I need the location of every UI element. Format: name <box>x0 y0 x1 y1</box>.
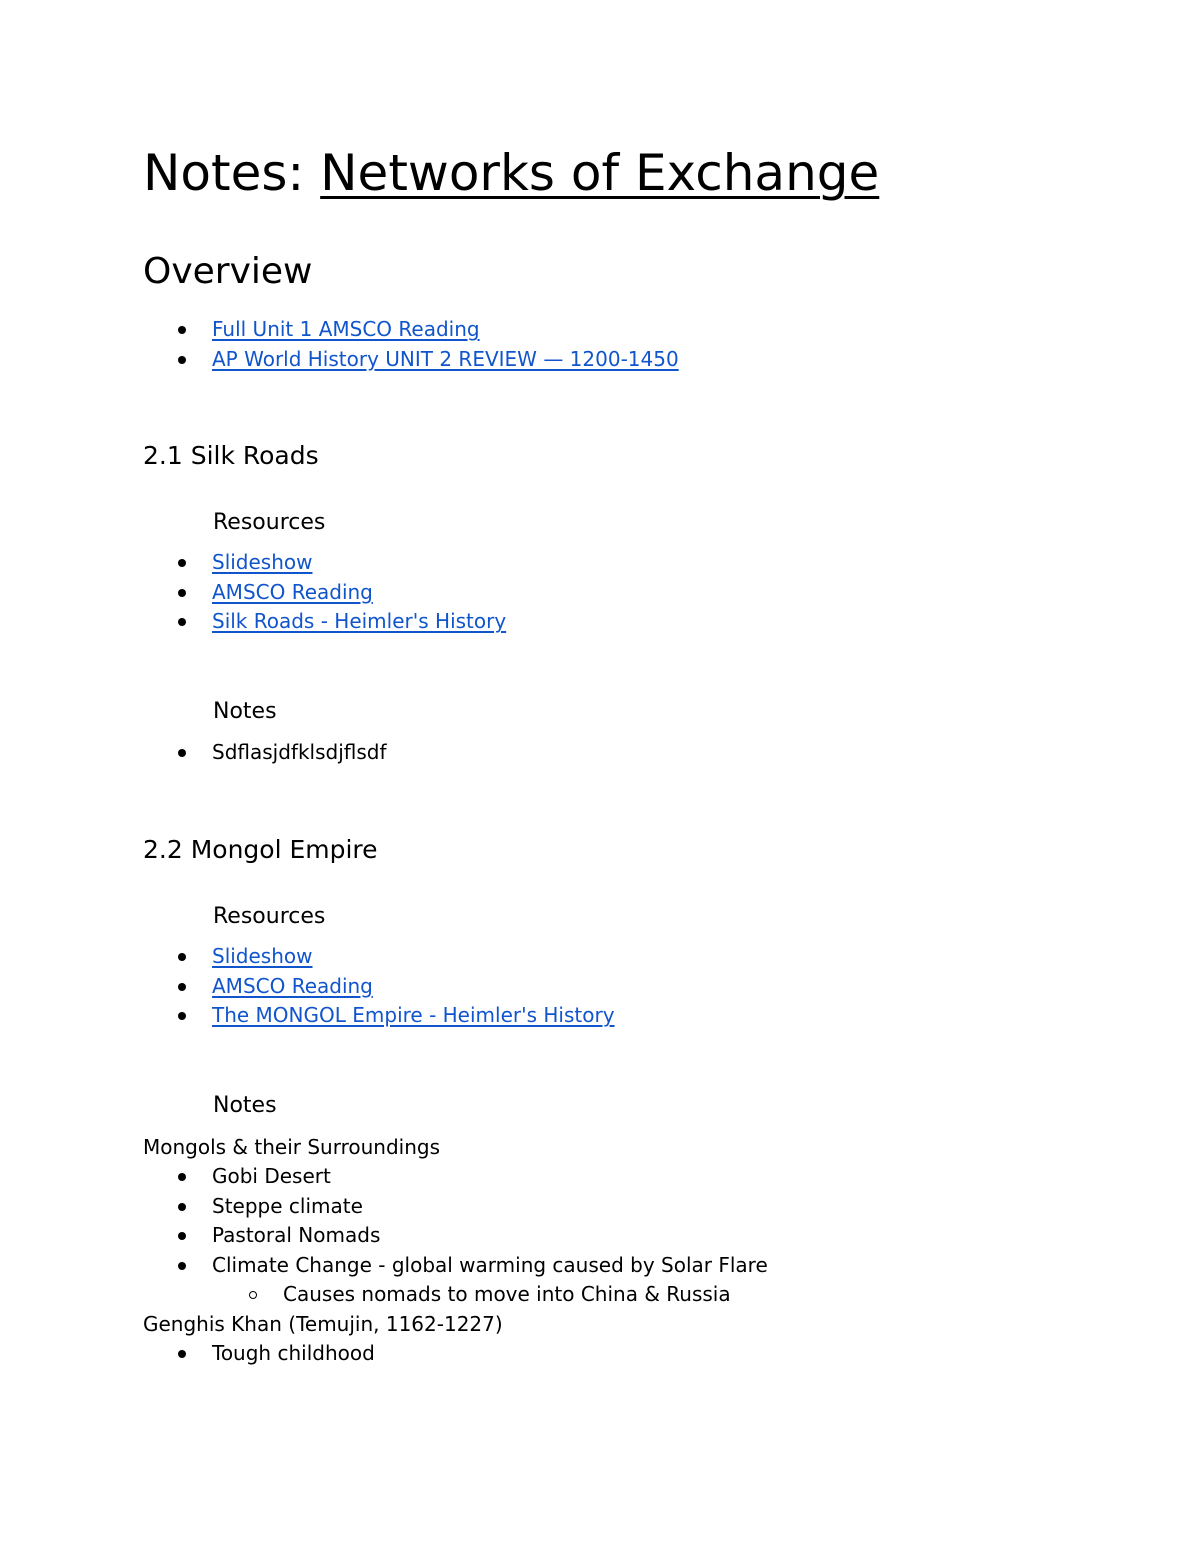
list-item <box>143 738 387 768</box>
section-2-2-resources-heading: Resources <box>213 904 326 929</box>
list-item <box>143 972 615 1002</box>
list-item <box>143 345 679 375</box>
section-2-1-resources-heading: Resources <box>213 510 326 535</box>
bullet-icon <box>178 1203 186 1211</box>
overview-heading: Overview <box>143 251 313 292</box>
bullet-icon <box>178 1173 186 1181</box>
note-text: Tough childhood <box>212 1341 375 1365</box>
section-2-2-resources-list <box>143 942 615 1031</box>
section-2-1-resources-list <box>143 548 506 637</box>
section-2-1-notes-heading: Notes <box>213 699 277 724</box>
note-text: Gobi Desert <box>212 1164 331 1188</box>
link-ap-world-history-unit-2-review[interactable]: AP World History UNIT 2 REVIEW — 1200-1450 <box>212 346 679 371</box>
note-text: Climate Change - global warming caused by Solar Flare <box>212 1252 768 1277</box>
section-2-2-notes-heading: Notes <box>213 1093 277 1118</box>
list-item <box>143 607 506 637</box>
list-item <box>143 315 679 345</box>
note-text: Causes nomads to move into China & Russia <box>283 1282 731 1307</box>
list-item <box>143 1339 375 1369</box>
note-text: Sdflasjdfklsdjflsdf <box>212 740 387 764</box>
bullet-icon <box>178 618 186 626</box>
bullet-icon <box>178 356 186 364</box>
note-text: Pastoral Nomads <box>212 1223 381 1248</box>
list-item <box>143 578 506 608</box>
list-item <box>143 1162 768 1192</box>
title-main: Networks of Exchange <box>320 144 880 202</box>
list-item <box>143 548 506 578</box>
bullet-icon <box>178 1350 186 1358</box>
genghis-list <box>143 1339 375 1369</box>
document-title <box>143 140 879 206</box>
list-item <box>143 942 615 972</box>
list-item <box>143 1221 768 1251</box>
bullet-icon <box>178 589 186 597</box>
surroundings-list <box>143 1162 768 1310</box>
bullet-icon <box>178 559 186 567</box>
link-full-unit-1-amsco-reading[interactable]: Full Unit 1 AMSCO Reading <box>212 317 480 341</box>
list-item <box>143 1001 615 1031</box>
bullet-icon <box>178 983 186 991</box>
link-amsco-reading[interactable]: AMSCO Reading <box>212 579 373 604</box>
genghis-heading: Genghis Khan (Temujin, 1162-1227) <box>143 1312 503 1336</box>
title-prefix: Notes: <box>143 144 321 202</box>
link-mongol-empire-heimlers-history[interactable]: The MONGOL Empire - Heimler's History <box>212 1003 615 1028</box>
bullet-icon <box>178 1232 186 1240</box>
link-slideshow[interactable]: Slideshow <box>212 550 313 574</box>
list-item <box>143 1251 768 1281</box>
section-2-2-heading: 2.2 Mongol Empire <box>143 835 378 864</box>
bullet-icon <box>178 1262 186 1270</box>
link-silk-roads-heimlers-history[interactable]: Silk Roads - Heimler's History <box>212 609 507 634</box>
section-2-1-heading: 2.1 Silk Roads <box>143 441 319 470</box>
link-slideshow[interactable]: Slideshow <box>212 944 313 968</box>
section-2-1-notes-list <box>143 738 387 768</box>
overview-link-list <box>143 315 679 374</box>
note-text: Steppe climate <box>212 1193 363 1218</box>
bullet-icon <box>178 749 186 757</box>
sub-list-item <box>143 1280 768 1310</box>
bullet-icon <box>178 326 186 334</box>
bullet-icon <box>178 1012 186 1020</box>
link-amsco-reading[interactable]: AMSCO Reading <box>212 973 373 998</box>
hollow-bullet-icon <box>249 1291 257 1299</box>
list-item <box>143 1192 768 1222</box>
bullet-icon <box>178 953 186 961</box>
surroundings-heading: Mongols & their Surroundings <box>143 1135 441 1159</box>
